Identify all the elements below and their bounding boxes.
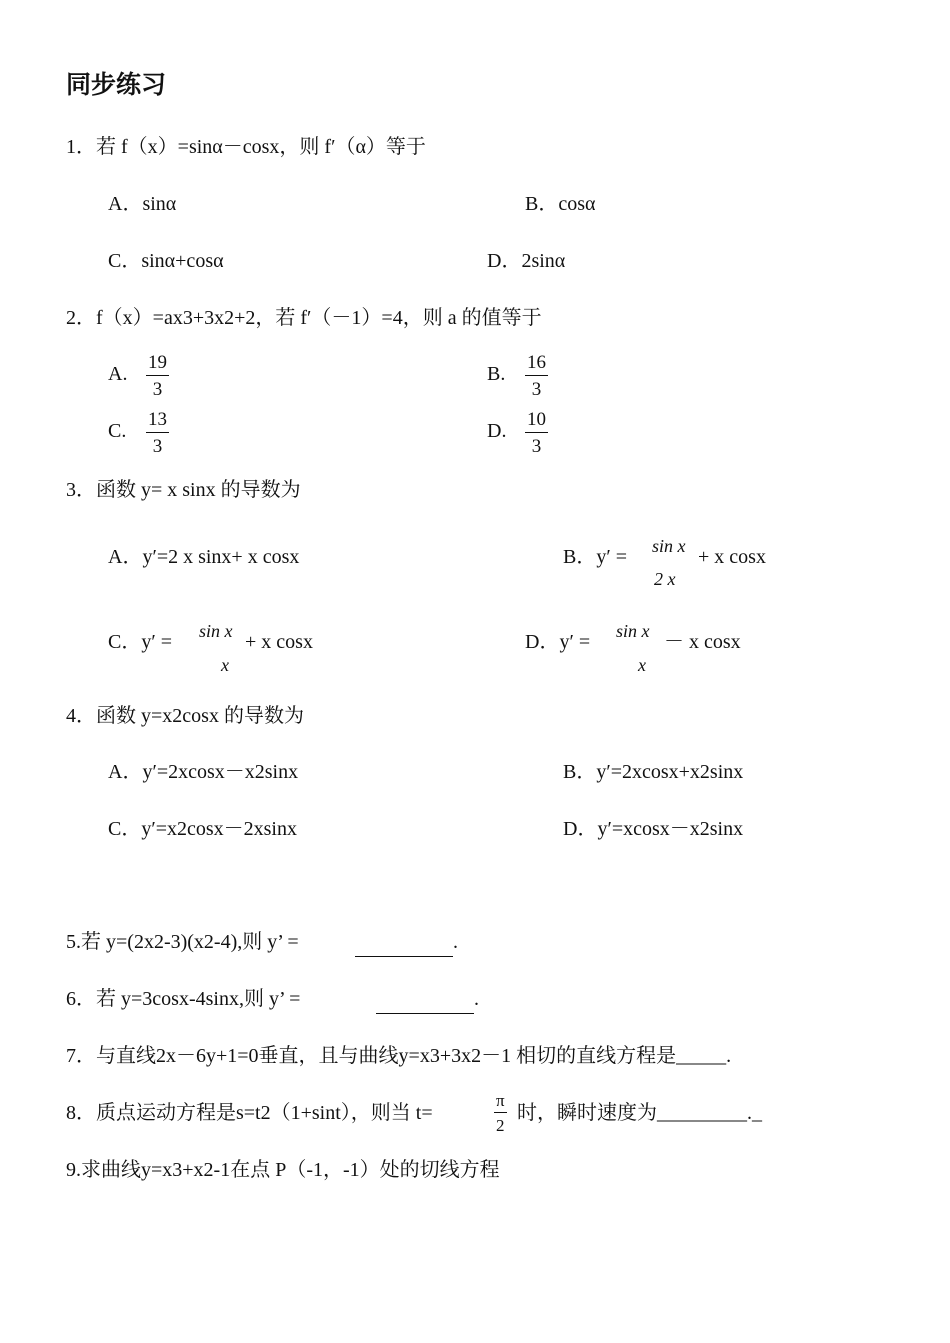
question-1-option-b: B．cosα [525,193,596,215]
question-3-option-b-denominator: 2 x [654,569,676,589]
fraction-numerator: 10 [525,410,548,433]
question-7-text: 7．与直线2x－6y+1=0垂直，且与曲线y=x3+3x2－1 相切的直线方程是_____. [66,1045,732,1067]
question-3-option-c-denominator: x [221,655,229,675]
question-2-stem: 2．f（x）=ax3+3x2+2，若 f′（－1）=4，则 a 的值等于 [66,307,542,329]
question-2-option-a-label: A. [108,363,128,385]
question-4-option-c: C．y′=x2cosx－2xsinx [108,818,297,840]
question-6-end: . [474,988,479,1010]
fraction-numerator: 19 [146,353,169,376]
question-3-option-b-tail: + x cosx [698,546,766,568]
question-3-option-d-denominator: x [638,655,646,675]
question-6-text: 6．若 y=3cosx-4sinx,则 y’ = [66,988,301,1010]
fraction-denominator: 3 [152,379,163,400]
question-4-stem: 4．函数 y=x2cosx 的导数为 [66,705,304,727]
question-1-option-c: C．sinα+cosα [108,250,224,272]
question-5-text: 5.若 y=(2x2-3)(x2-4),则 y’ = [66,931,299,953]
fraction-denominator: 2 [496,1116,505,1135]
question-5-end: . [453,931,458,953]
question-2-option-d-fraction [525,410,548,456]
page-title: 同步练习 [66,70,167,99]
question-8-fraction [494,1092,507,1134]
fraction-denominator: 3 [531,436,542,457]
fraction-denominator: 3 [531,379,542,400]
question-3-option-b-label: B．y′ = [563,546,627,568]
question-2-option-a-fraction [146,353,169,399]
fraction-denominator: 3 [152,436,163,457]
question-3-option-b-numerator: sin x [652,536,686,556]
question-3-stem: 3．函数 y= x sinx 的导数为 [66,479,301,501]
fraction-numerator: 16 [525,353,548,376]
question-2-option-b-label: B. [487,363,506,385]
question-4-option-a: A．y′=2xcosx－x2sinx [108,761,299,783]
question-3-option-c-label: C．y′ = [108,631,172,653]
question-1-option-a: A．sinα [108,193,177,215]
question-1-option-d: D．2sinα [487,250,566,272]
question-3-option-a: A．y′=2 x sinx+ x cosx [108,546,300,568]
question-2-option-d-label: D. [487,420,507,442]
question-8-pre: 8．质点运动方程是s=t2（1+sint），则当 t= [66,1102,433,1124]
question-6-answer-blank [376,1013,474,1014]
question-8-post: 时，瞬时速度为_________._ [517,1102,762,1124]
question-2-option-c-fraction [146,410,169,456]
fraction-numerator: π [494,1092,507,1113]
question-3-option-c-tail: + x cosx [245,631,313,653]
question-3-option-d-tail: － x cosx [664,631,741,653]
question-2-option-b-fraction [525,353,548,399]
question-3-option-d-numerator: sin x [616,621,650,641]
question-4-option-b: B．y′=2xcosx+x2sinx [563,761,744,783]
question-1-stem: 1．若 f（x）=sinα－cosx，则 f′（α）等于 [66,136,426,158]
question-3-option-d-label: D．y′ = [525,631,591,653]
question-3-option-c-numerator: sin x [199,621,233,641]
question-4-option-d: D．y′=xcosx－x2sinx [563,818,744,840]
fraction-numerator: 13 [146,410,169,433]
question-2-option-c-label: C. [108,420,127,442]
question-9-text: 9.求曲线y=x3+x2-1在点 P（-1，-1）处的切线方程 [66,1159,500,1181]
question-5-answer-blank [355,956,453,957]
